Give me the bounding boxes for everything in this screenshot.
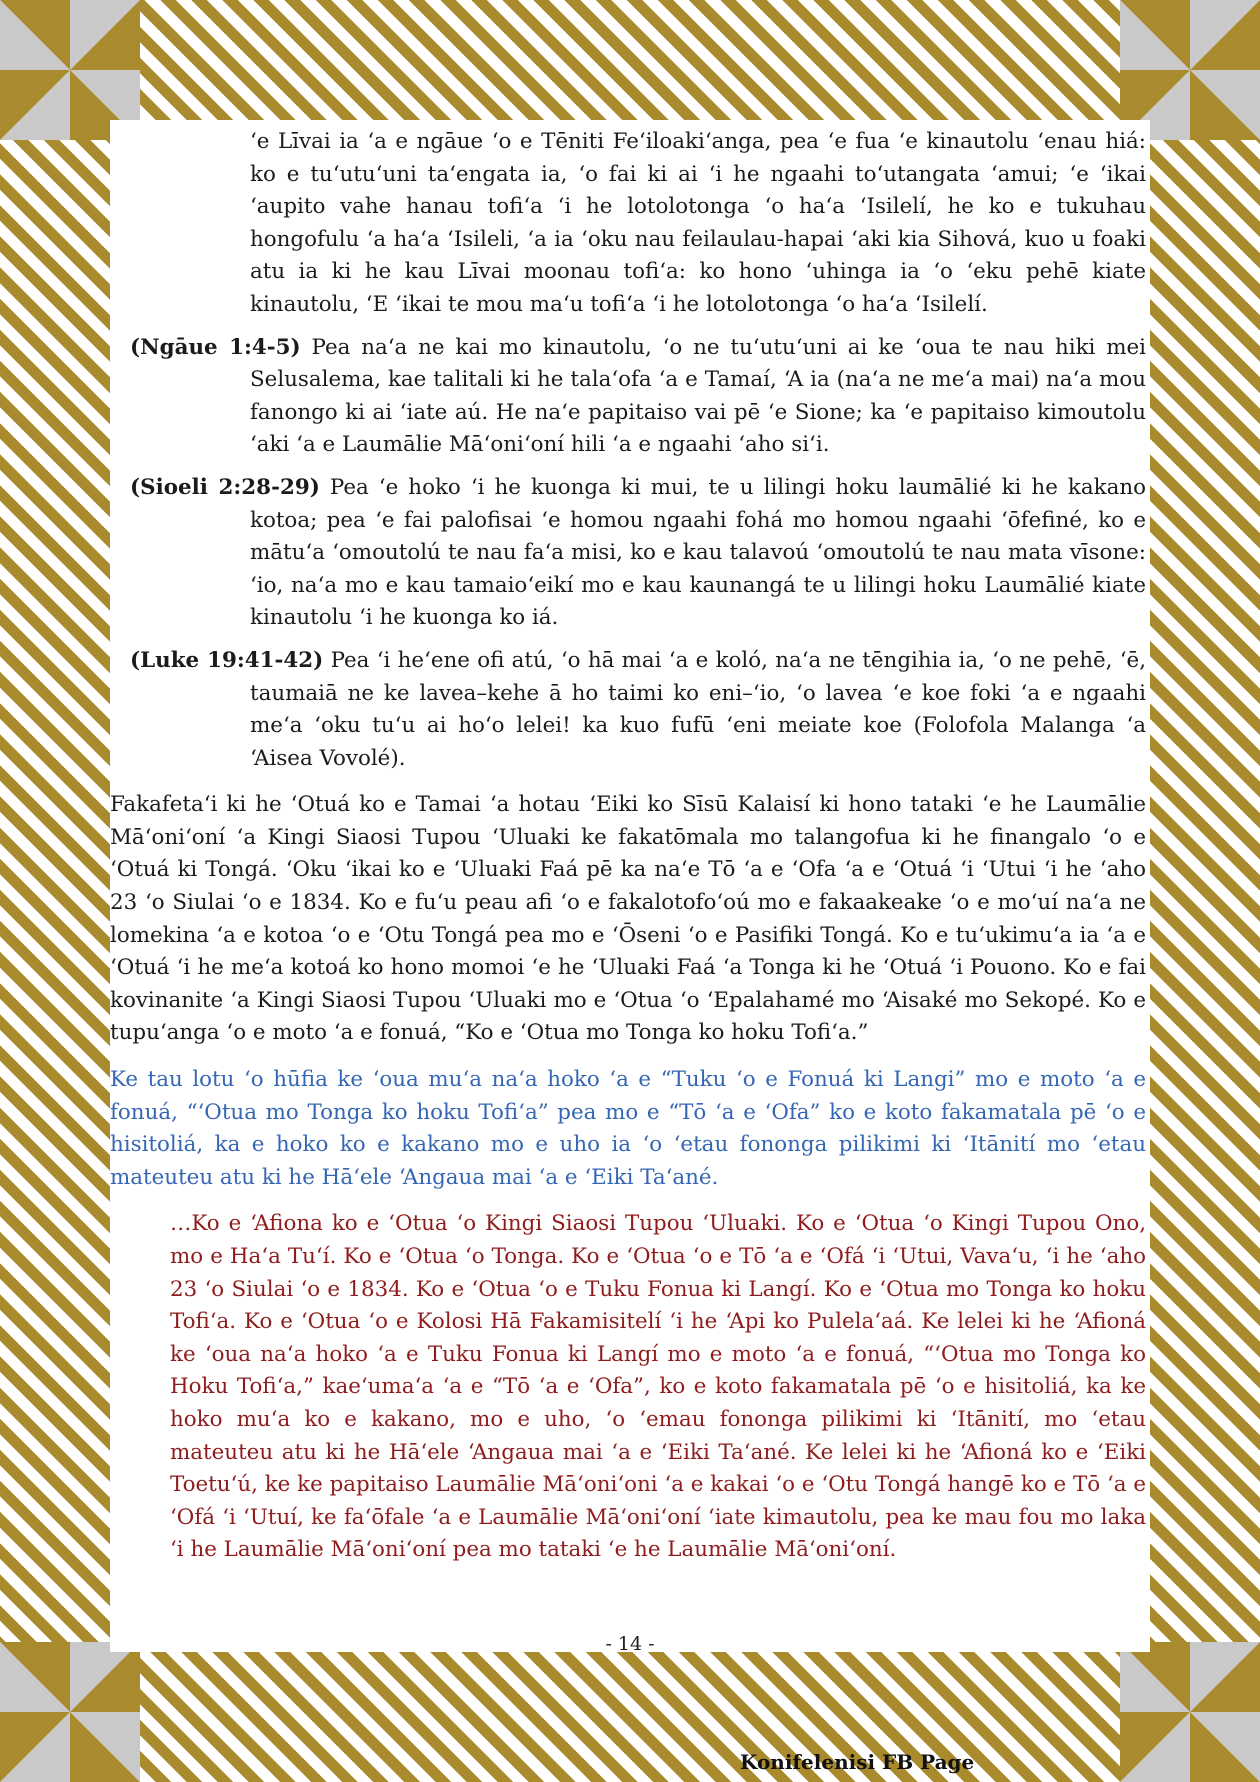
corner-ornament-bottom-right [1120, 1642, 1260, 1782]
corner-ornament-top-right [1120, 0, 1260, 140]
page-number: - 14 - [605, 1633, 655, 1655]
verse-reference: (Luke 19:41-42) [130, 647, 324, 673]
verse-reference: (Ngāue 1:4-5) [130, 334, 301, 360]
verse-text: Pea na‘a ne kai mo kinautolu, ‘o ne tu‘utu‘uni ai ke ‘oua te nau hiki mei Selusalema, kae talitali ki he tala‘ofa ‘a e Tamaí, ‘A ia (na‘a ne me‘a mai) na‘a mou fanongo ki ai ‘iate aú. He na‘e papitaiso vai pē ‘e Sione; ka ‘e papitaiso kimoutolu ‘aki ‘a e Laumālie Mā‘oni‘oní hili ‘a e ngaahi ‘aho si‘i. [250, 334, 1146, 458]
paragraph-prayer-call: Ke tau lotu ‘o hūfia ke ‘oua mu‘a na‘a hoko ‘a e “Tuku ‘o e Fonuá ki Langi” mo e moto ‘a e fonuá, “‘Otua mo Tonga ko hoku Tofi‘a” pea mo e “Tō ‘a e ‘Ofa” ko e koto fakamatala pē ‘o e hisitoliá, ka e hoko ko e kakano mo e uho ia ‘o ‘etau fononga pilikimi ki ‘Itānití mo ‘etau mateuteu atu ki he Hā‘ele ‘Angaua mai ‘a e ‘Eiki Ta‘ané. [110, 1067, 1146, 1190]
verse-luke [130, 645, 1146, 775]
border-right [1150, 120, 1260, 1652]
corner-ornament-top-left [0, 0, 140, 140]
paragraph-intro: ‘e Līvai ia ‘a e ngāue ‘o e Tēniti Fe‘iloaki‘anga, pea ‘e fua ‘e kinautolu ‘enau hiá: ko e tu‘utu‘uni ta‘engata ia, ‘o fai ki ai ‘i he ngaahi to‘utangata ‘amui; ‘e ‘ikai ‘aupito vahe hanau tofi‘a ‘i he lotolotonga ‘o ha‘a ‘Isilelí, he ko e tukuhau hongofulu ‘a ha‘a ‘Isileli, ‘a ia ‘oku nau feilaulau-hapai ‘aki kia Sihová, kuo u foaki atu ia ki he kau Līvai moonau tofi‘a: ko hono ‘uhinga ia ‘o ‘eku pehē kiate kinautolu, ‘E ‘ikai te mou ma‘u tofi‘a ‘i he lotolotonga ‘o ha‘a ‘Isilelí. [250, 129, 1146, 317]
paragraph-thanksgiving: Fakafeta‘i ki he ‘Otuá ko e Tamai ‘a hotau ‘Eiki ko Sīsū Kalaisí ki hono tataki ‘e he Laumālie Mā‘oni‘oní ‘a Kingi Siaosi Tupou ‘Uluaki ke fakatōmala mo talangofua ki he finangalo ‘o e ‘Otuá ki Tongá. ‘Oku ‘ikai ko e ‘Uluaki Faá pē ka na‘e Tō ‘a e ‘Ofa ‘a e ‘Otuá ‘i ‘Utui ‘i he ‘aho 23 ‘o Siulai ‘o e 1834. Ko e fu‘u peau afi ‘o e fakalotofo‘oú mo e fakaakeake ‘o e mo‘uí na‘a ne lomekina ‘a e kotoa ‘o e ‘Otu Tongá pea mo e ‘Ōseni ‘o e Pasifiki Tongá. Ko e tu‘ukimu‘a ia ‘a e ‘Otuá ‘i he me‘a kotoá ko hono momoi ‘e he ‘Uluaki Faá ‘a Tonga ki he ‘Otuá ‘i Pouono. Ko e fai kovinanite ‘a Kingi Siaosi Tupou ‘Uluaki mo e ‘Otua ‘o ‘Epalahamé mo ‘Aisaké mo Sekopé. Ko e tupu‘anga ‘o e moto ‘a e fonuá, “Ko e ‘Otua mo Tonga ko hoku Tofi‘a.” [110, 792, 1146, 1046]
corner-ornament-bottom-left [0, 1642, 140, 1782]
verse-text: Pea ‘i he‘ene ofi atú, ‘o hā mai ‘a e koló, na‘a ne tēngihia ia, ‘o ne pehē, ‘ē, taumaiā ne ke lavea–kehe ā ho taimi ko eni–‘io, ‘o lavea ‘e koe foki ‘a e ngaahi me‘a ‘oku tu‘u ai ho‘o lelei! ka kuo fufū ‘eni meiate koe (Folofola Malanga ‘a ‘Aisea Vovolé). [250, 647, 1146, 771]
border-bottom [0, 1652, 1260, 1782]
border-left [0, 120, 110, 1652]
verse-text: Pea ‘e hoko ‘i he kuonga ki mui, te u lilingi hoku laumālié ki he kakano kotoa; pea ‘e fai palofisai ‘e homou ngaahi fohá mo homou ngaahi ‘ōfefiné, ko e mātu‘a ‘omoutolú te nau fa‘a misi, ko e kau talavoú ‘omoutolú te nau mata vīsone: ‘io, na‘a mo e kau tamaio‘eikí mo e kau kaunangá te u lilingi hoku Laumālié kiate kinautolu ‘i he kuonga ko iá. [250, 474, 1146, 631]
verse-ngaue [130, 332, 1146, 462]
footer-credit: Konifelenisi FB Page [740, 1750, 975, 1774]
document-body [110, 126, 1146, 1567]
verse-reference: (Sioeli 2:28-29) [130, 474, 320, 500]
border-top [0, 0, 1260, 120]
paragraph-prayer: …Ko e ‘Afiona ko e ‘Otua ‘o Kingi Siaosi Tupou ‘Uluaki. Ko e ‘Otua ‘o Kingi Tupou Ono, mo e Ha‘a Tu‘í. Ko e ‘Otua ‘o Tonga. Ko e ‘Otua ‘o e Tō ‘a e ‘Ofá ‘i ‘Utui, Vava‘u, ‘i he ‘aho 23 ‘o Siulai ‘o e 1834. Ko e ‘Otua ‘o e Tuku Fonua ki Langí. Ko e ‘Otua mo Tonga ko hoku Tofi‘a. Ko e ‘Otua ‘o e Kolosi Hā Fakamisitelí ‘i he ‘Api ko Pulela‘aá. Ke lelei ki he ‘Afioná ke ‘oua na‘a hoko ‘a e Tuku Fonua ki Langí mo e moto ‘a e fonuá, “‘Otua mo Tonga ko Hoku Tofi‘a,” kae‘uma‘a ‘a e “Tō ‘a e ‘Ofa”, ko e koto fakamatala pē ‘o e hisitoliá, ka ke hoko mu‘a ko e kakano, mo e uho, ‘o ‘emau fononga pilikimi ki ‘Itānití, mo ‘etau mateuteu atu ki he Hā‘ele ‘Angaua mai ‘a e ‘Eiki Ta‘ané. Ke lelei ki he ‘Afioná ko e ‘Eiki Toetu‘ú, ke ke papitaiso Laumālie Mā‘oni‘oni ‘a e kakai ‘o e ‘Otu Tongá hangē ko e Tō ‘a e ‘Ofá ‘i ‘Utuí, ke fa‘ōfale ‘a e Laumālie Mā‘oni‘oní ‘iate kimautolu, pea ke mau fou mo laka ‘i he Laumālie Mā‘oni‘oní pea mo tataki ‘e he Laumālie Mā‘oni‘oní. [170, 1211, 1146, 1563]
verse-sioeli [130, 472, 1146, 635]
